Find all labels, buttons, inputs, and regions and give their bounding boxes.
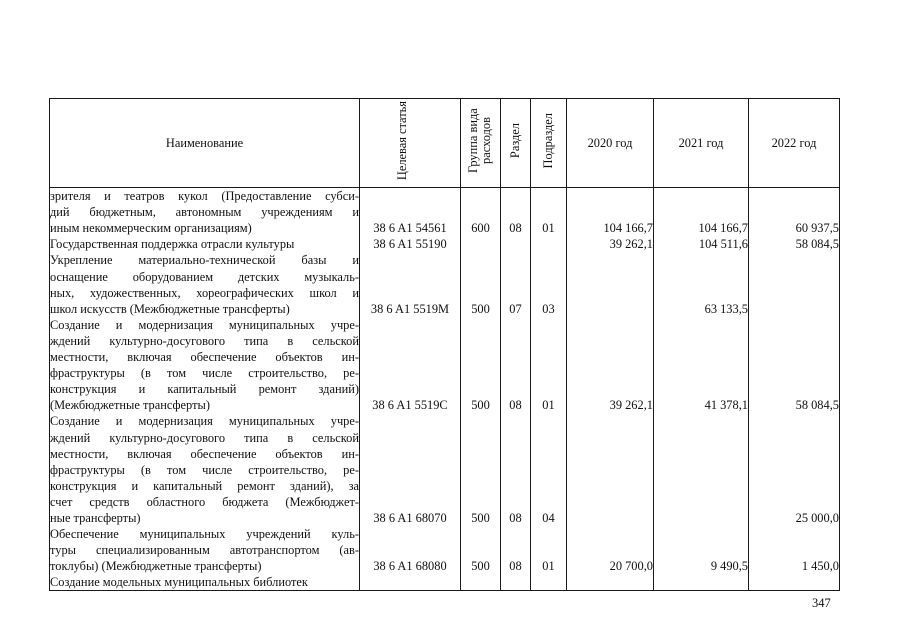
header-subsection: Подраздел bbox=[531, 99, 567, 188]
header-section: Раздел bbox=[501, 99, 531, 188]
row-name-line: (Межбюджетные трансферты) bbox=[50, 398, 210, 413]
table-row bbox=[50, 574, 840, 591]
page-number: 347 bbox=[812, 596, 831, 610]
row-name bbox=[50, 413, 360, 526]
header-year-2021: 2021 год bbox=[654, 99, 749, 188]
row-subsection bbox=[531, 236, 567, 252]
header-year-2022: 2022 год bbox=[749, 99, 840, 188]
row-amount-2020: 20 700,0 bbox=[567, 526, 654, 574]
table-row bbox=[50, 526, 840, 574]
row-name-line: счет средств областного бюджета (Межбюджет- bbox=[50, 494, 359, 509]
row-name-line: школ искусств (Межбюджетные трансферты) bbox=[50, 301, 290, 316]
row-name-line: местности, включая обеспечение объектов ин- bbox=[50, 446, 359, 461]
row-name-line: оснащение оборудованием детских музыкаль- bbox=[50, 269, 359, 284]
row-amount-2022: 25 000,0 bbox=[749, 413, 840, 526]
row-name-line: Создание модельных муниципальных библиотек bbox=[50, 575, 308, 590]
row-amount-2022: 1 450,0 bbox=[749, 526, 840, 574]
row-expense-group: 600 bbox=[461, 188, 501, 237]
row-name-line: конструкция и капитальный ремонт зданий), за bbox=[50, 478, 359, 493]
row-subsection bbox=[531, 574, 567, 591]
header-expense-group: Группа вида расходов bbox=[461, 99, 501, 188]
row-name-line: иным некоммерческим организациям) bbox=[50, 221, 252, 236]
row-name-line: ждений культурно-досугового типа в сельской bbox=[50, 430, 359, 445]
row-expense-group: 500 bbox=[461, 317, 501, 414]
table-row bbox=[50, 236, 840, 252]
table-body bbox=[50, 188, 840, 591]
row-expense-group: 500 bbox=[461, 526, 501, 574]
row-name-line: Укрепление материально-технической базы и bbox=[50, 253, 359, 268]
row-section bbox=[501, 574, 531, 591]
row-name-line: Создание и модернизация муниципальных учре- bbox=[50, 414, 359, 429]
row-expense-group: 500 bbox=[461, 252, 501, 316]
row-amount-2022: 58 084,5 bbox=[749, 317, 840, 414]
row-target-article: 38 6 A1 68070 bbox=[360, 413, 461, 526]
budget-table bbox=[49, 98, 840, 591]
row-name-line: дий бюджетным, автономным учреждениям и bbox=[50, 205, 359, 220]
row-name bbox=[50, 188, 360, 237]
row-section: 08 bbox=[501, 317, 531, 414]
row-name bbox=[50, 236, 360, 252]
row-target-article: 38 6 A1 5519M bbox=[360, 252, 461, 316]
row-target-article: 38 6 A1 5519C bbox=[360, 317, 461, 414]
row-amount-2021: 9 490,5 bbox=[654, 526, 749, 574]
row-amount-2021: 63 133,5 bbox=[654, 252, 749, 316]
row-section bbox=[501, 236, 531, 252]
row-name-line: фраструктуры (в том числе строительство, ре- bbox=[50, 462, 359, 477]
row-name bbox=[50, 317, 360, 414]
row-name-line: ждений культурно-досугового типа в сельской bbox=[50, 333, 359, 348]
row-subsection: 04 bbox=[531, 413, 567, 526]
row-amount-2020: 39 262,1 bbox=[567, 317, 654, 414]
row-subsection: 01 bbox=[531, 188, 567, 237]
row-amount-2020 bbox=[567, 413, 654, 526]
table-row bbox=[50, 252, 840, 316]
row-name-line: Создание и модернизация муниципальных учре- bbox=[50, 317, 359, 332]
row-section: 08 bbox=[501, 526, 531, 574]
row-target-article: 38 6 A1 68080 bbox=[360, 526, 461, 574]
row-amount-2022: 58 084,5 bbox=[749, 236, 840, 252]
row-subsection: 01 bbox=[531, 526, 567, 574]
row-target-article: 38 6 A1 55190 bbox=[360, 236, 461, 252]
header-year-2020: 2020 год bbox=[567, 99, 654, 188]
row-name-line: конструкция и капитальный ремонт зданий) bbox=[50, 382, 359, 397]
table-row bbox=[50, 317, 840, 414]
row-name-line: зрителя и театров кукол (Предоставление субси- bbox=[50, 189, 359, 204]
row-name-line: ных, художественных, хореографических школ и bbox=[50, 285, 359, 300]
row-amount-2021 bbox=[654, 413, 749, 526]
row-amount-2020 bbox=[567, 252, 654, 316]
row-expense-group: 500 bbox=[461, 413, 501, 526]
row-name bbox=[50, 252, 360, 316]
row-amount-2022 bbox=[749, 574, 840, 591]
row-section: 07 bbox=[501, 252, 531, 316]
row-amount-2020: 39 262,1 bbox=[567, 236, 654, 252]
table-row bbox=[50, 188, 840, 237]
row-amount-2021: 104 511,6 bbox=[654, 236, 749, 252]
row-section: 08 bbox=[501, 413, 531, 526]
row-name bbox=[50, 526, 360, 574]
row-name-line: фраструктуры (в том числе строительство, ре- bbox=[50, 366, 359, 381]
row-name-line: местности, включая обеспечение объектов ин- bbox=[50, 350, 359, 365]
row-section: 08 bbox=[501, 188, 531, 237]
row-subsection: 01 bbox=[531, 317, 567, 414]
row-name-line: токлубы) (Межбюджетные трансферты) bbox=[50, 559, 262, 574]
row-name-line: ные трансферты) bbox=[50, 510, 141, 525]
row-expense-group bbox=[461, 236, 501, 252]
row-amount-2021 bbox=[654, 574, 749, 591]
row-target-article: 38 6 A1 54561 bbox=[360, 188, 461, 237]
row-name bbox=[50, 574, 360, 591]
row-amount-2021: 104 166,7 bbox=[654, 188, 749, 237]
header-row bbox=[50, 99, 840, 188]
header-name: Наименование bbox=[50, 99, 360, 188]
row-name-line: Государственная поддержка отрасли культуры bbox=[50, 237, 295, 252]
row-amount-2021: 41 378,1 bbox=[654, 317, 749, 414]
row-name-line: туры специализированным автотранспортом (ав- bbox=[50, 543, 359, 558]
row-amount-2022: 60 937,5 bbox=[749, 188, 840, 237]
row-amount-2020: 104 166,7 bbox=[567, 188, 654, 237]
row-amount-2022 bbox=[749, 252, 840, 316]
row-amount-2020 bbox=[567, 574, 654, 591]
row-name-line: Обеспечение муниципальных учреждений куль- bbox=[50, 527, 359, 542]
table-row bbox=[50, 413, 840, 526]
row-expense-group bbox=[461, 574, 501, 591]
row-target-article bbox=[360, 574, 461, 591]
header-target-article: Целевая статья bbox=[360, 99, 461, 188]
row-subsection: 03 bbox=[531, 252, 567, 316]
